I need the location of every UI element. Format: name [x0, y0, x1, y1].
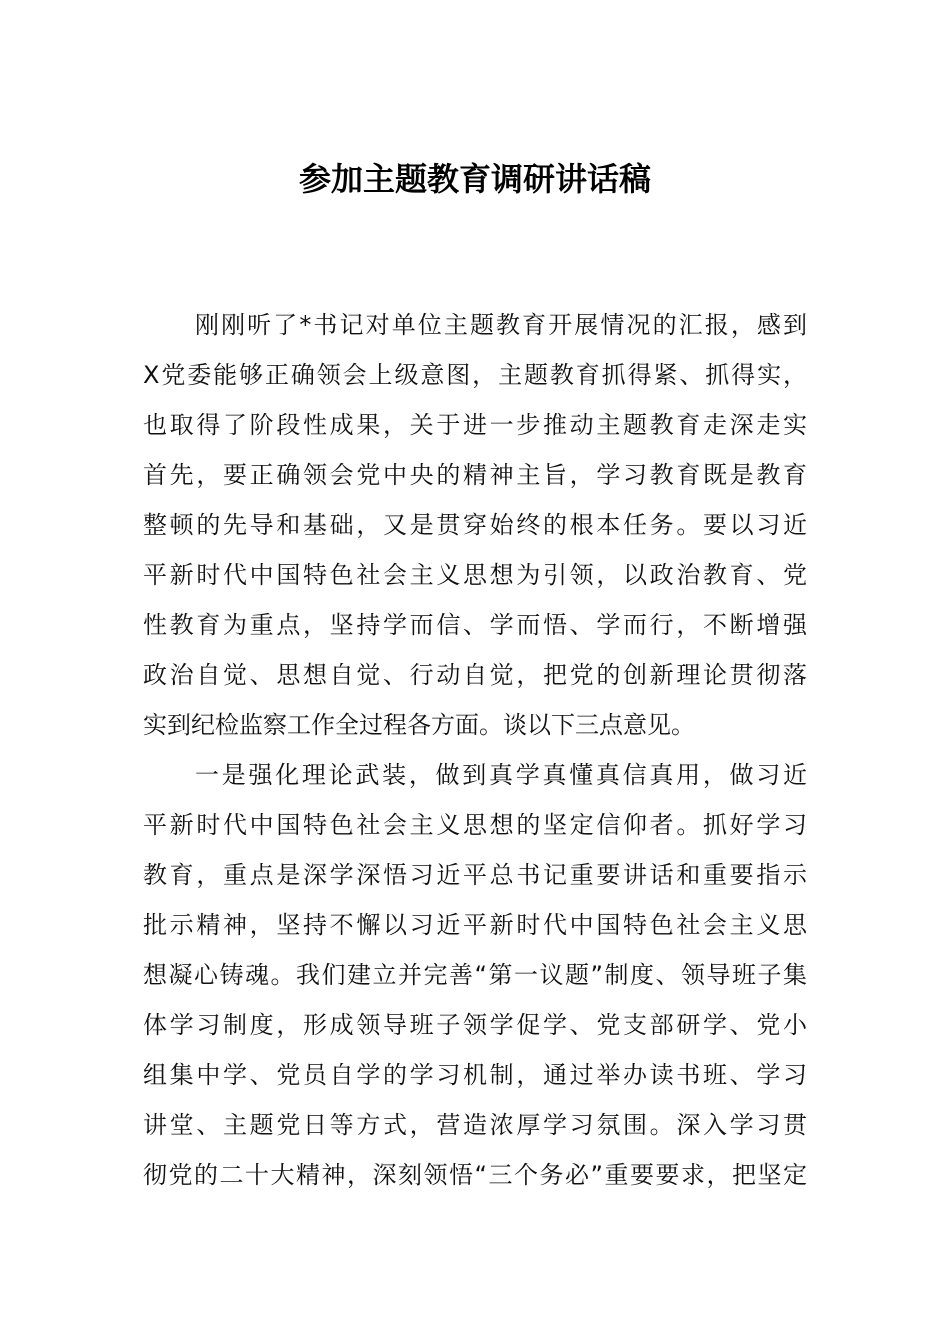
document-title: 参加主题教育调研讲话稿	[298, 160, 651, 198]
paragraph-2	[143, 750, 807, 1200]
paragraph-line: 刚刚听了*书记对单位主题教育开展情况的汇报，感到	[195, 311, 807, 339]
paragraph-line: 首先，要正确领会党中央的精神主旨，学习教育既是教育	[143, 461, 807, 489]
paragraph-line: X党委能够正确领会上级意图，主题教育抓得紧、抓得实，	[143, 361, 807, 389]
paragraph-line: 实到纪检监察工作全过程各方面。谈以下三点意见。	[143, 711, 695, 739]
paragraph-line: 体学习制度，形成领导班子领学促学、党支部研学、党小	[143, 1011, 807, 1039]
paragraph-line: 平新时代中国特色社会主义思想为引领，以政治教育、党	[143, 561, 807, 589]
paragraph-line: 也取得了阶段性成果，关于进一步推动主题教育走深走实	[143, 411, 807, 439]
paragraph-line: 平新时代中国特色社会主义思想的坚定信仰者。抓好学习	[143, 811, 807, 839]
paragraph-line: 彻党的二十大精神，深刻领悟“三个务必”重要要求，把坚定	[143, 1161, 807, 1189]
paragraph-line: 一是强化理论武装，做到真学真懂真信真用，做习近	[195, 761, 807, 789]
paragraph-line: 政治自觉、思想自觉、行动自觉，把党的创新理论贯彻落	[143, 661, 807, 689]
paragraph-line: 批示精神，坚持不懈以习近平新时代中国特色社会主义思	[143, 911, 807, 939]
paragraph-1	[143, 300, 807, 750]
paragraph-line: 教育，重点是深学深悟习近平总书记重要讲话和重要指示	[143, 861, 807, 889]
paragraph-line: 整顿的先导和基础，又是贯穿始终的根本任务。要以习近	[143, 511, 807, 539]
paragraph-line: 组集中学、党员自学的学习机制，通过举办读书班、学习	[143, 1061, 807, 1089]
document-body	[143, 300, 807, 1200]
paragraph-line: 性教育为重点，坚持学而信、学而悟、学而行，不断增强	[143, 611, 807, 639]
paragraph-line: 想凝心铸魂。我们建立并完善“第一议题”制度、领导班子集	[143, 961, 807, 989]
paragraph-line: 讲堂、主题党日等方式，营造浓厚学习氛围。深入学习贯	[143, 1111, 807, 1139]
